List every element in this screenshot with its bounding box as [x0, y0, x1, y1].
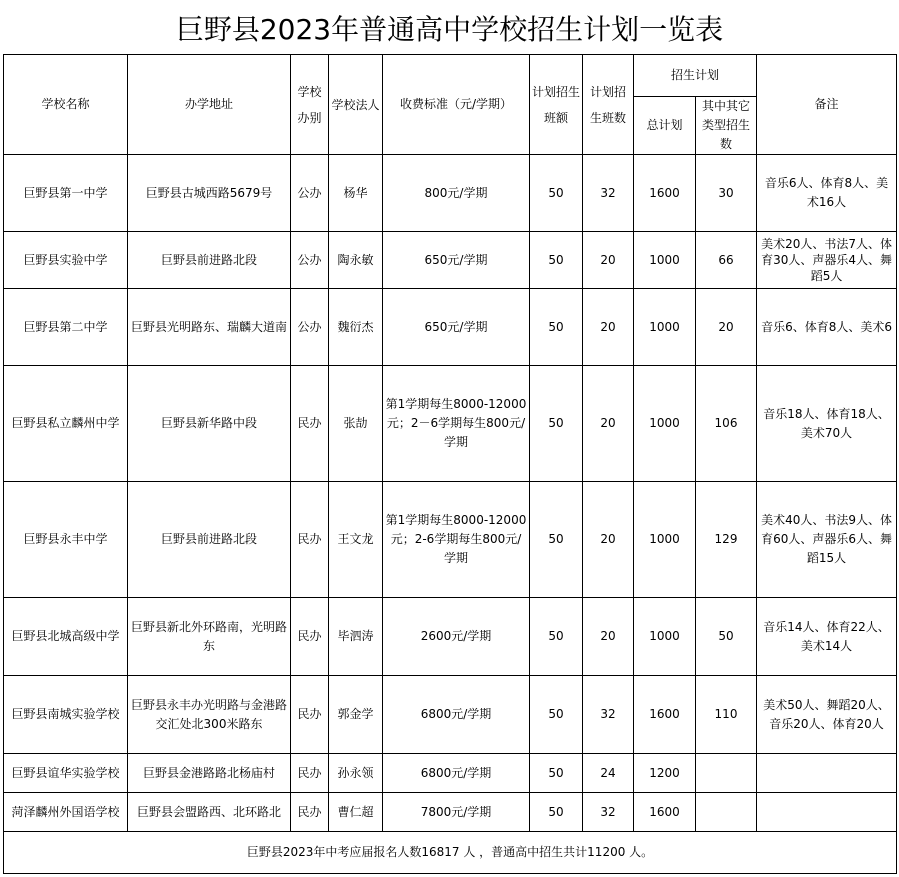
cell-note [757, 754, 897, 793]
header-class-count: 计划招生班数 [583, 55, 634, 155]
cell-note: 音乐14人、体育22人、美术14人 [757, 598, 897, 676]
header-note: 备注 [757, 55, 897, 155]
table-row [4, 155, 897, 232]
cell-school-name: 巨野县永丰中学 [4, 482, 128, 598]
cell-school-type: 公办 [291, 232, 329, 289]
cell-address: 巨野县光明路东、瑞麟大道南 [128, 289, 291, 366]
cell-legal-person: 陶永敏 [329, 232, 383, 289]
table-row [4, 676, 897, 754]
cell-legal-person: 孙永领 [329, 754, 383, 793]
cell-school-type: 公办 [291, 289, 329, 366]
table-row [4, 793, 897, 832]
header-legal-person: 学校法人 [329, 55, 383, 155]
cell-other-type: 20 [696, 289, 757, 366]
table-row [4, 366, 897, 482]
cell-school-type: 民办 [291, 793, 329, 832]
table-row [4, 232, 897, 289]
header-address: 办学地址 [128, 55, 291, 155]
cell-fee: 6800元/学期 [383, 676, 530, 754]
cell-legal-person: 魏衍杰 [329, 289, 383, 366]
cell-other-type: 106 [696, 366, 757, 482]
cell-total-plan: 1600 [634, 676, 696, 754]
header-other-type: 其中其它类型招生数 [696, 97, 757, 155]
cell-note: 音乐18人、体育18人、美术70人 [757, 366, 897, 482]
cell-total-plan: 1000 [634, 289, 696, 366]
cell-class-size: 50 [530, 482, 583, 598]
cell-class-count: 20 [583, 482, 634, 598]
cell-fee: 第1学期每生8000-12000元；2－6学期每生800元/学期 [383, 366, 530, 482]
cell-legal-person: 杨华 [329, 155, 383, 232]
cell-address: 巨野县前进路北段 [128, 232, 291, 289]
cell-fee: 800元/学期 [383, 155, 530, 232]
header-school-name: 学校名称 [4, 55, 128, 155]
cell-note: 美术40人、书法9人、体育60人、声器乐6人、舞蹈15人 [757, 482, 897, 598]
table-row [4, 482, 897, 598]
table-row [4, 289, 897, 366]
cell-total-plan: 1000 [634, 482, 696, 598]
cell-legal-person: 曹仁超 [329, 793, 383, 832]
cell-total-plan: 1600 [634, 155, 696, 232]
cell-class-size: 50 [530, 155, 583, 232]
cell-class-size: 50 [530, 793, 583, 832]
cell-address: 巨野县新北外环路南，光明路东 [128, 598, 291, 676]
cell-class-count: 20 [583, 366, 634, 482]
cell-class-size: 50 [530, 232, 583, 289]
cell-school-name: 巨野县实验中学 [4, 232, 128, 289]
cell-other-type: 50 [696, 598, 757, 676]
cell-school-type: 民办 [291, 366, 329, 482]
cell-total-plan: 1600 [634, 793, 696, 832]
cell-school-type: 民办 [291, 754, 329, 793]
header-total-plan: 总计划 [634, 97, 696, 155]
cell-school-type: 公办 [291, 155, 329, 232]
cell-fee: 7800元/学期 [383, 793, 530, 832]
cell-school-name: 巨野县第二中学 [4, 289, 128, 366]
cell-fee: 650元/学期 [383, 289, 530, 366]
cell-class-count: 20 [583, 289, 634, 366]
header-class-size: 计划招生班额 [530, 55, 583, 155]
cell-address: 巨野县会盟路西、北环路北 [128, 793, 291, 832]
cell-class-count: 24 [583, 754, 634, 793]
cell-school-name: 巨野县第一中学 [4, 155, 128, 232]
cell-school-type: 民办 [291, 598, 329, 676]
cell-legal-person: 张劼 [329, 366, 383, 482]
cell-class-count: 32 [583, 793, 634, 832]
cell-school-name: 巨野县私立麟州中学 [4, 366, 128, 482]
cell-address: 巨野县永丰办光明路与金港路交汇处北300米路东 [128, 676, 291, 754]
cell-total-plan: 1000 [634, 232, 696, 289]
cell-note: 美术20人、书法7人、体育30人、声器乐4人、舞蹈5人 [757, 232, 897, 289]
cell-school-type: 民办 [291, 482, 329, 598]
cell-address: 巨野县前进路北段 [128, 482, 291, 598]
table-footer-summary: 巨野县2023年中考应届报名人数16817 人 ，普通高中招生共计11200 人。 [4, 832, 897, 874]
table-row [4, 598, 897, 676]
cell-total-plan: 1000 [634, 598, 696, 676]
cell-class-count: 20 [583, 232, 634, 289]
cell-class-size: 50 [530, 289, 583, 366]
cell-address: 巨野县新华路中段 [128, 366, 291, 482]
cell-note: 音乐6人、体育8人、美术16人 [757, 155, 897, 232]
cell-class-size: 50 [530, 598, 583, 676]
cell-total-plan: 1200 [634, 754, 696, 793]
header-school-type: 学校办别 [291, 55, 329, 155]
cell-school-name: 巨野县谊华实验学校 [4, 754, 128, 793]
cell-fee: 6800元/学期 [383, 754, 530, 793]
cell-legal-person: 王文龙 [329, 482, 383, 598]
cell-other-type: 30 [696, 155, 757, 232]
cell-class-count: 32 [583, 676, 634, 754]
header-enrollment-plan: 招生计划 [634, 55, 757, 97]
table-footer-row [4, 832, 897, 874]
cell-other-type [696, 793, 757, 832]
cell-school-type: 民办 [291, 676, 329, 754]
cell-class-count: 32 [583, 155, 634, 232]
cell-note [757, 793, 897, 832]
cell-other-type: 110 [696, 676, 757, 754]
page-title: 巨野县2023年普通高中学校招生计划一览表 [175, 13, 724, 46]
cell-school-name: 菏泽麟州外国语学校 [4, 793, 128, 832]
cell-other-type [696, 754, 757, 793]
cell-fee: 第1学期每生8000-12000元；2-6学期每生800元/学期 [383, 482, 530, 598]
cell-other-type: 66 [696, 232, 757, 289]
cell-class-size: 50 [530, 754, 583, 793]
cell-other-type: 129 [696, 482, 757, 598]
cell-fee: 650元/学期 [383, 232, 530, 289]
cell-total-plan: 1000 [634, 366, 696, 482]
cell-address: 巨野县古城西路5679号 [128, 155, 291, 232]
cell-class-size: 50 [530, 676, 583, 754]
cell-note: 音乐6、体育8人、美术6 [757, 289, 897, 366]
header-fee: 收费标准（元/学期） [383, 55, 530, 155]
cell-address: 巨野县金港路路北杨庙村 [128, 754, 291, 793]
cell-fee: 2600元/学期 [383, 598, 530, 676]
cell-school-name: 巨野县北城高级中学 [4, 598, 128, 676]
table-row [4, 754, 897, 793]
cell-class-count: 20 [583, 598, 634, 676]
enrollment-table [3, 54, 897, 874]
cell-legal-person: 毕泗涛 [329, 598, 383, 676]
cell-legal-person: 郭金学 [329, 676, 383, 754]
cell-note: 美术50人、舞蹈20人、音乐20人、体育20人 [757, 676, 897, 754]
cell-school-name: 巨野县南城实验学校 [4, 676, 128, 754]
cell-class-size: 50 [530, 366, 583, 482]
